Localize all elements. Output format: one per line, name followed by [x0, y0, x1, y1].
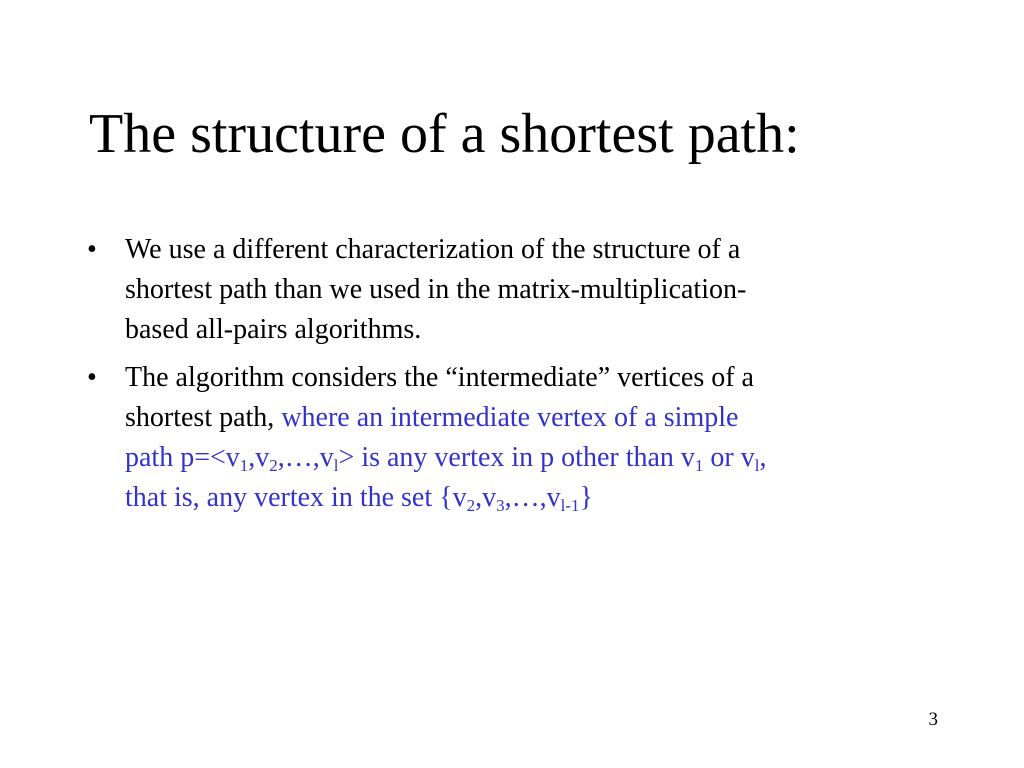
bullet-1-line-2: shortest path than we used in the matrix-multiplication-	[125, 274, 747, 305]
path-text-5: or v	[703, 442, 755, 473]
path-text-4: > is any vertex in p other than v	[338, 442, 695, 473]
path-subscript-1: 1	[239, 456, 249, 475]
set-text-4: }	[579, 482, 593, 513]
slide-title: The structure of a shortest path:	[89, 103, 800, 165]
path-text-3: ,…,v	[277, 442, 334, 473]
bullet-2-line-3	[125, 438, 924, 478]
set-subscript-1: 2	[466, 496, 476, 515]
path-subscript-2: 2	[269, 456, 278, 475]
bullet-1-line-1: We use a different characterization of the structure of a	[125, 234, 741, 265]
page-number: 3	[928, 709, 938, 730]
set-subscript-2: 3	[496, 496, 505, 515]
bullet-item-1	[84, 230, 924, 350]
path-subscript-4: 1	[694, 456, 704, 475]
bullet-2-line-2-blue-text: where an intermediate vertex of a simple	[281, 402, 739, 433]
set-text-2: ,v	[475, 482, 497, 513]
path-text-2: ,v	[248, 442, 270, 473]
path-text-6: ,	[759, 442, 767, 473]
bullet-1-line-3: based all-pairs algorithms.	[125, 314, 422, 345]
bullet-2-line-2-black-text: shortest path,	[125, 402, 282, 433]
bullet-mark: •	[87, 234, 97, 265]
set-text-3: ,…,v	[504, 482, 561, 513]
bullet-mark: •	[87, 362, 97, 393]
bullet-2-line-1: The algorithm considers the “intermediate” vertices of a	[125, 362, 754, 393]
bullet-item-2	[84, 358, 924, 518]
set-text-1: that is, any vertex in the set {v	[125, 482, 467, 513]
path-subscript-5: l	[754, 456, 760, 475]
set-subscript-3: l-1	[560, 496, 580, 515]
bullet-2-line-2	[125, 398, 924, 438]
bullet-list	[84, 230, 924, 526]
bullet-2-line-4	[125, 478, 924, 518]
path-text-1: path p=<v	[125, 442, 240, 473]
path-subscript-3: l	[333, 456, 339, 475]
